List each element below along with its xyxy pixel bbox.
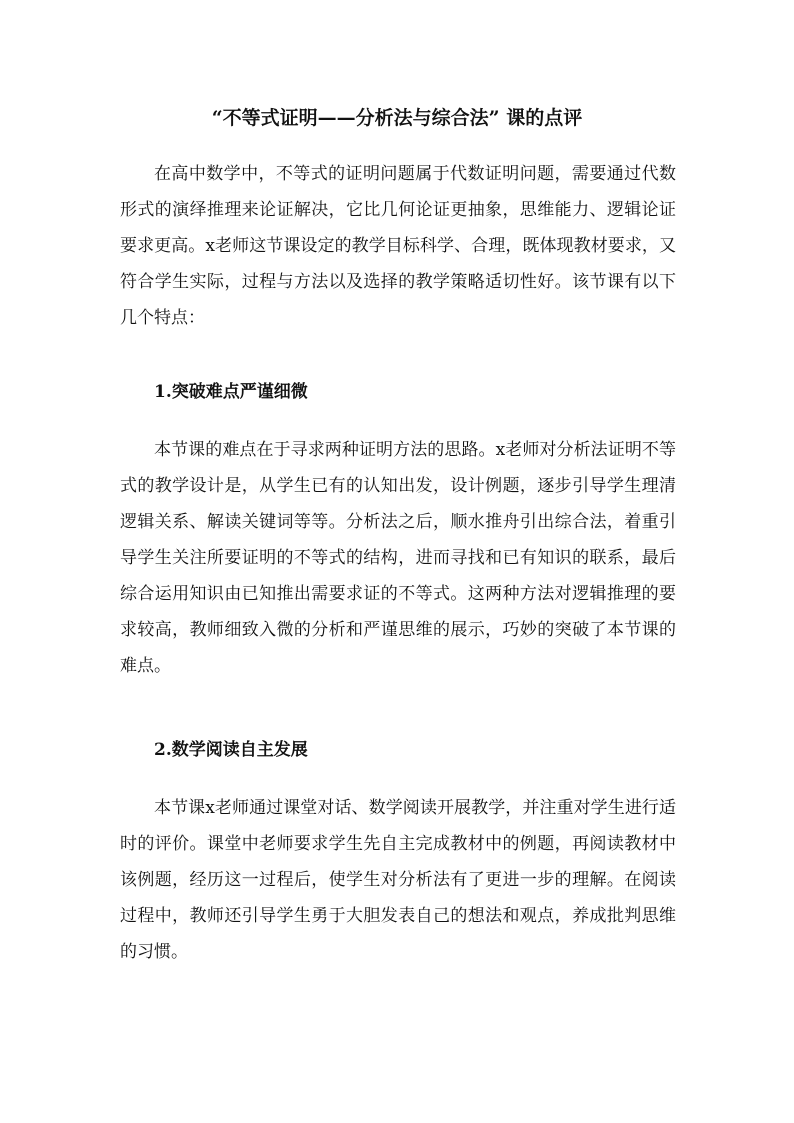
section-heading-1: 1.突破难点严谨细微 [154,382,308,402]
intro-paragraph: 在高中数学中，不等式的证明问题属于代数证明问题，需要通过代数形式的演绎推理来论证解决，它比几何论证更抽象，思维能力、逻辑论证要求更高。x老师这节课设定的教学目标科学、合理，既体现教材要求，又符合学生实际，过程与方法以及选择的教学策略适切性好。该节课有以下几个特点： [120,164,676,328]
document-title: “不等式证明——分析法与综合法” 课的点评 [211,107,583,129]
section-heading-2: 2.数学阅读自主发展 [154,740,308,760]
section-body-2: 本节课x老师通过课堂对话、数学阅读开展教学，并注重对学生进行适时的评价。课堂中老师要求学生先自主完成教材中的例题，再阅读教材中该例题，经历这一过程后，使学生对分析法有了更进一步的理解。在阅读过程中，教师还引导学生勇于大胆发表自己的想法和观点，养成批判思维的习惯。 [120,798,676,962]
section-body-1: 本节课的难点在于寻求两种证明方法的思路。x老师对分析法证明不等式的教学设计是，从学生已有的认知出发，设计例题，逐步引导学生理清逻辑关系、解读关键词等等。分析法之后，顺水推舟引出综合法，着重引导学生关注所要证明的不等式的结构，进而寻找和已有知识的联系，最后综合运用知识由已知推出需要求证的不等式。这两种方法对逻辑推理的要求较高，教师细致入微的分析和严谨思维的展示，巧妙的突破了本节课的难点。 [120,440,676,676]
